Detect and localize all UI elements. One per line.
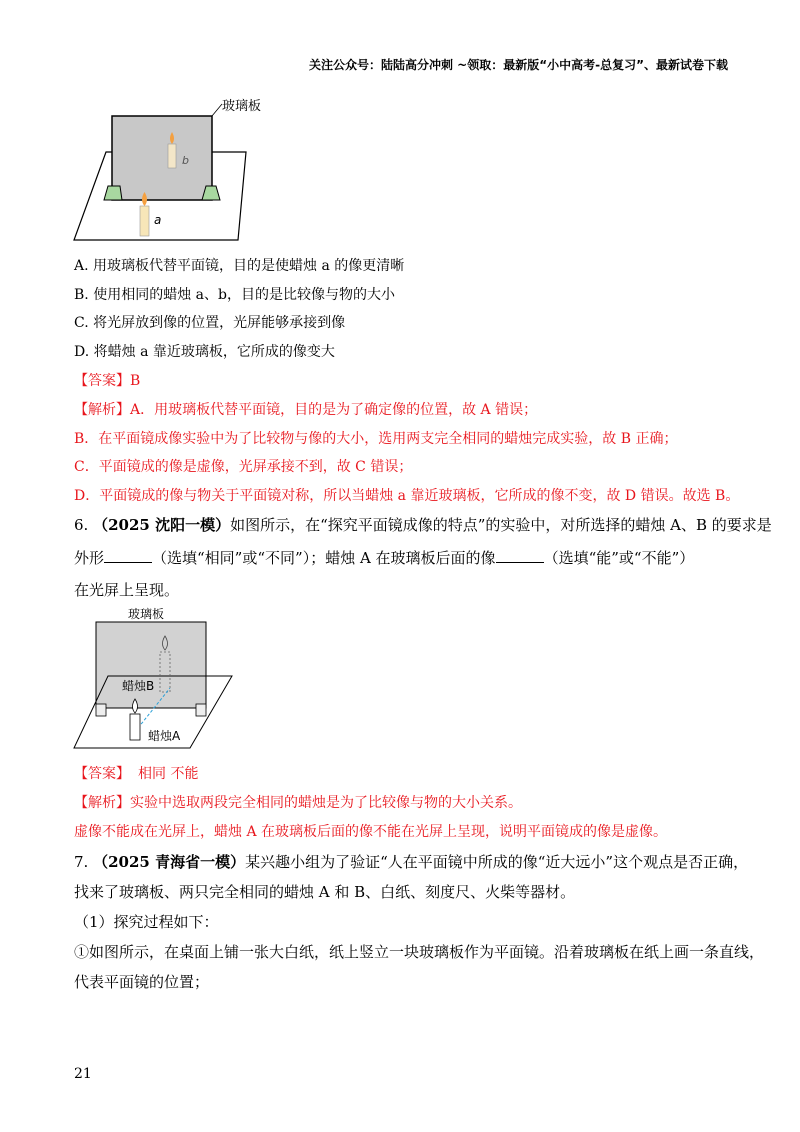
- question-7-line-1: [74, 852, 748, 872]
- glass-label-leader: [212, 104, 222, 116]
- figure-glass-plate-candles-AB: [70, 604, 240, 752]
- analysis-5-line-1: [74, 400, 537, 420]
- candle-b-label: 蜡烛B: [122, 679, 155, 693]
- analysis-6-line-1: [74, 793, 522, 813]
- option-c: C. 将光屏放到像的位置，光屏能够承接到像: [74, 315, 346, 331]
- answer-blank-1[interactable]: [104, 548, 152, 563]
- question-6-line-1: [74, 515, 772, 535]
- stand-left: [104, 186, 122, 200]
- question-number: 6.: [74, 516, 89, 534]
- candle-a: [130, 714, 140, 740]
- analysis-text: A．用玻璃板代替平面镜，目的是为了确定像的位置，故 A 错误；: [130, 402, 538, 418]
- question-text: （选填“能”或“不能”）: [543, 549, 695, 567]
- answer-5: [74, 371, 140, 391]
- candle-a: [140, 206, 149, 236]
- candle-a-label: 蜡烛A: [148, 729, 181, 743]
- answer-value: 相同 不能: [138, 766, 199, 782]
- stand-left: [96, 704, 106, 716]
- analysis-text: 实验中选取两段完全相同的蜡烛是为了比较像与物的大小关系。: [130, 795, 522, 811]
- question-7-line-3: （1）探究过程如下：: [74, 913, 219, 931]
- option-d: D. 将蜡烛 a 靠近玻璃板，它所成的像变大: [74, 344, 335, 360]
- glass-plate-label: 玻璃板: [128, 607, 165, 621]
- answer-6: [74, 764, 198, 784]
- page-header: 关注公众号：陆陆高分冲刺 ~领取：最新版“小中高考-总复习”、最新试卷下载: [309, 58, 728, 72]
- analysis-5-line-3: C．平面镜成的像是虚像，光屏承接不到，故 C 错误；: [74, 459, 413, 475]
- question-7-line-5: 代表平面镜的位置；: [74, 973, 210, 991]
- glass-plate: [96, 622, 206, 708]
- analysis-6-line-2: 虚像不能成在光屏上，蜡烛 A 在玻璃板后面的像不能在光屏上呈现，说明平面镜成的像是虚像。: [74, 824, 668, 840]
- candle-b: [168, 144, 176, 168]
- analysis-label: 【解析】: [74, 402, 130, 418]
- question-number: 7.: [74, 853, 89, 871]
- analysis-label: 【解析】: [74, 795, 130, 811]
- question-text: 如图所示，在“探究平面镜成像的特点”的实验中，对所选择的蜡烛 A、B 的要求是: [230, 516, 772, 534]
- answer-blank-2[interactable]: [496, 548, 544, 563]
- question-6-line-3: 在光屏上呈现。: [74, 581, 180, 599]
- page-number: 21: [74, 1066, 92, 1082]
- answer-label: 【答案】: [74, 373, 130, 389]
- glass-plate: [112, 116, 212, 200]
- answer-value: B: [130, 373, 141, 389]
- question-source: （2025 青海省一模）: [93, 853, 246, 871]
- option-a: A. 用玻璃板代替平面镜，目的是使蜡烛 a 的像更清晰: [74, 258, 405, 274]
- analysis-5-line-4: D．平面镜成的像与物关于平面镜对称，所以当蜡烛 a 靠近玻璃板，它所成的像不变，故 D 错误。故选 B。: [74, 488, 740, 504]
- question-6-line-2: [74, 548, 694, 568]
- question-text: 外形: [74, 549, 105, 567]
- figure-glass-plate-candles-ab: [70, 94, 290, 246]
- glass-plate-label: 玻璃板: [222, 99, 262, 114]
- question-text: 某兴趣小组为了验证“人在平面镜中所成的像“近大远小”这个观点是否正确，: [245, 853, 749, 871]
- label-b: b: [182, 154, 189, 167]
- question-text: （选填“相同”或“不同”）；蜡烛 A 在玻璃板后面的像: [152, 549, 496, 567]
- label-a: a: [154, 213, 162, 227]
- question-7-line-4: ①如图所示，在桌面上铺一张大白纸，纸上竖立一块玻璃板作为平面镜。沿着玻璃板在纸上画一条直线，: [74, 943, 765, 961]
- question-7-line-2: 找来了玻璃板、两只完全相同的蜡烛 A 和 B、白纸、刻度尺、火柴等器材。: [74, 883, 576, 901]
- analysis-5-line-2: B．在平面镜成像实验中为了比较物与像的大小，选用两支完全相同的蜡烛完成实验，故 B 正确；: [74, 431, 678, 447]
- question-source: （2025 沈阳一模）: [93, 516, 231, 534]
- answer-label: 【答案】: [74, 766, 130, 782]
- option-b: B. 使用相同的蜡烛 a、b，目的是比较像与物的大小: [74, 287, 395, 303]
- stand-right: [196, 704, 206, 716]
